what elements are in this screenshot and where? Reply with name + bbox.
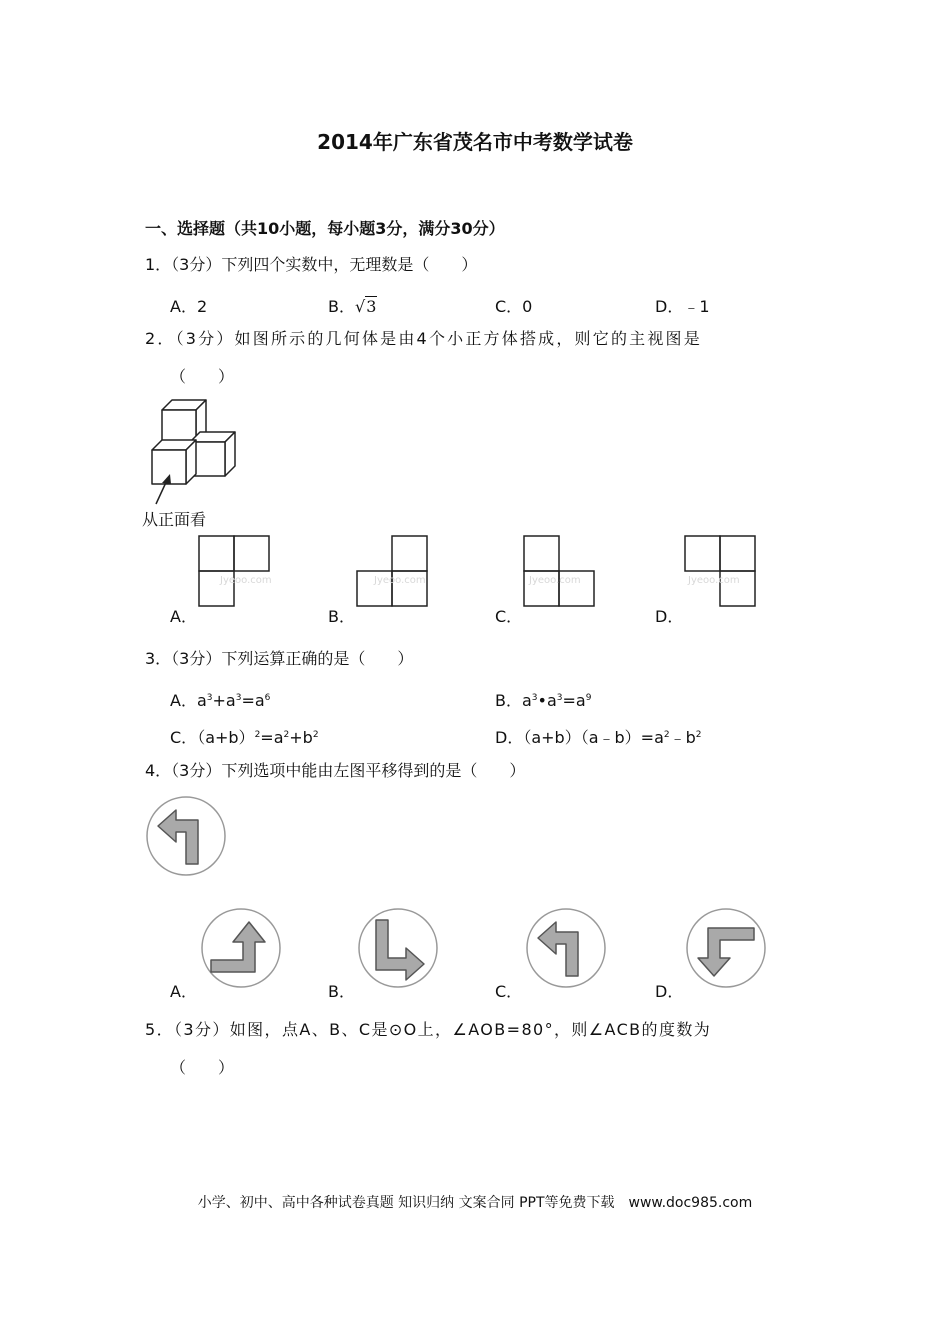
cube-stack-figure — [140, 396, 250, 506]
q3-b-exp: 3 — [556, 693, 563, 703]
q2-option-a-figure — [198, 535, 272, 609]
section-heading: 一、选择题（共10小题，每小题3分，满分30分） — [145, 219, 505, 238]
question-2-stem-line1: 2．（3分）如图所示的几何体是由4个小正方体搭成，则它的主视图是 — [145, 329, 702, 348]
q3-d-exp: 2 — [663, 730, 670, 740]
q4-option-a-up-right-arrow-icon — [201, 908, 283, 990]
watermark: Jyeoo.com — [374, 575, 426, 586]
q3-b-exp: 3 — [531, 693, 538, 703]
q3-a-exp: 3 — [206, 693, 213, 703]
q2-option-a: A． — [170, 607, 197, 626]
question-5-stem-line2: （ ） — [170, 1058, 235, 1077]
q1-option-c: C．0 — [495, 297, 533, 316]
q4-option-b: B． — [328, 982, 355, 1001]
q2-option-b: B． — [328, 607, 355, 626]
q3-a-term: +a — [212, 691, 236, 710]
q4-option-a: A． — [170, 982, 197, 1001]
q3-c-term: +b — [289, 728, 313, 747]
sqrt-radicand: 3 — [366, 297, 377, 316]
q3-d-term: ﹣b — [669, 728, 696, 747]
q3-b-term: •a — [537, 691, 557, 710]
q3-a-label: A． — [170, 691, 197, 710]
q3-a-term: =a — [241, 691, 265, 710]
q3-d-exp: 2 — [695, 730, 702, 740]
q1-option-b-label: B． — [328, 297, 355, 316]
question-5-stem-line1: 5．（3分）如图，点A、B、C是⊙O上，∠AOB=80°，则∠ACB的度数为 — [145, 1020, 712, 1039]
q3-c-exp: 2 — [312, 730, 319, 740]
q3-c-exp: 2 — [254, 730, 261, 740]
q3-d-label: D． — [495, 728, 524, 747]
q3-c-term: =a — [260, 728, 284, 747]
q1-option-b — [328, 294, 377, 317]
q3-b-term: a — [521, 691, 532, 710]
q2-option-b-figure — [356, 535, 430, 609]
q4-option-b-down-right-arrow-icon — [358, 908, 440, 990]
q1-option-a: A．2 — [170, 297, 208, 316]
question-1-stem: 1．（3分）下列四个实数中，无理数是（ ） — [145, 255, 478, 274]
figure-caption: 从正面看 — [142, 510, 207, 529]
q2-option-c: C． — [495, 607, 523, 626]
q3-b-term: =a — [562, 691, 586, 710]
watermark: Jyeoo.com — [688, 575, 740, 586]
q3-b-label: B． — [495, 691, 522, 710]
sqrt-icon: √3 — [354, 297, 377, 316]
page-footer: 小学、初中、高中各种试卷真题 知识归纳 文案合同 PPT等免费下载 www.doc985.com — [197, 1195, 753, 1211]
q3-a-exp: 3 — [235, 693, 242, 703]
q3-c-exp: 2 — [283, 730, 290, 740]
q3-c-label: C． — [170, 728, 198, 747]
q4-option-c: C． — [495, 982, 523, 1001]
q3-option-d — [495, 725, 702, 748]
turn-left-arrow-icon — [146, 796, 228, 878]
q3-a-exp: 6 — [264, 693, 271, 703]
page-title: 2014年广东省茂名市中考数学试卷 — [317, 130, 633, 154]
q3-option-b — [495, 688, 591, 711]
question-2-stem-line2: （ ） — [170, 367, 235, 386]
q2-option-d: D． — [655, 607, 684, 626]
q2-option-c-figure — [523, 535, 597, 609]
q3-option-c — [170, 725, 319, 748]
q1-option-d: D．﹣1 — [655, 297, 710, 316]
question-4-stem: 4．（3分）下列选项中能由左图平移得到的是（ ） — [145, 761, 526, 780]
q3-b-exp: 9 — [585, 693, 592, 703]
watermark: Jyeoo.com — [220, 575, 272, 586]
q4-option-d-down-left-arrow-icon — [686, 908, 768, 990]
question-3-stem: 3．（3分）下列运算正确的是（ ） — [145, 649, 414, 668]
q3-d-term: （a+b）（a﹣b）=a — [523, 728, 664, 747]
watermark: Jyeoo.com — [529, 575, 581, 586]
q2-option-d-figure — [684, 535, 758, 609]
q3-option-a — [170, 688, 270, 711]
q3-c-term: （a+b） — [197, 728, 255, 747]
q4-option-d: D． — [655, 982, 684, 1001]
q3-a-term: a — [196, 691, 207, 710]
q4-option-c-turn-left-arrow-icon — [526, 908, 608, 990]
